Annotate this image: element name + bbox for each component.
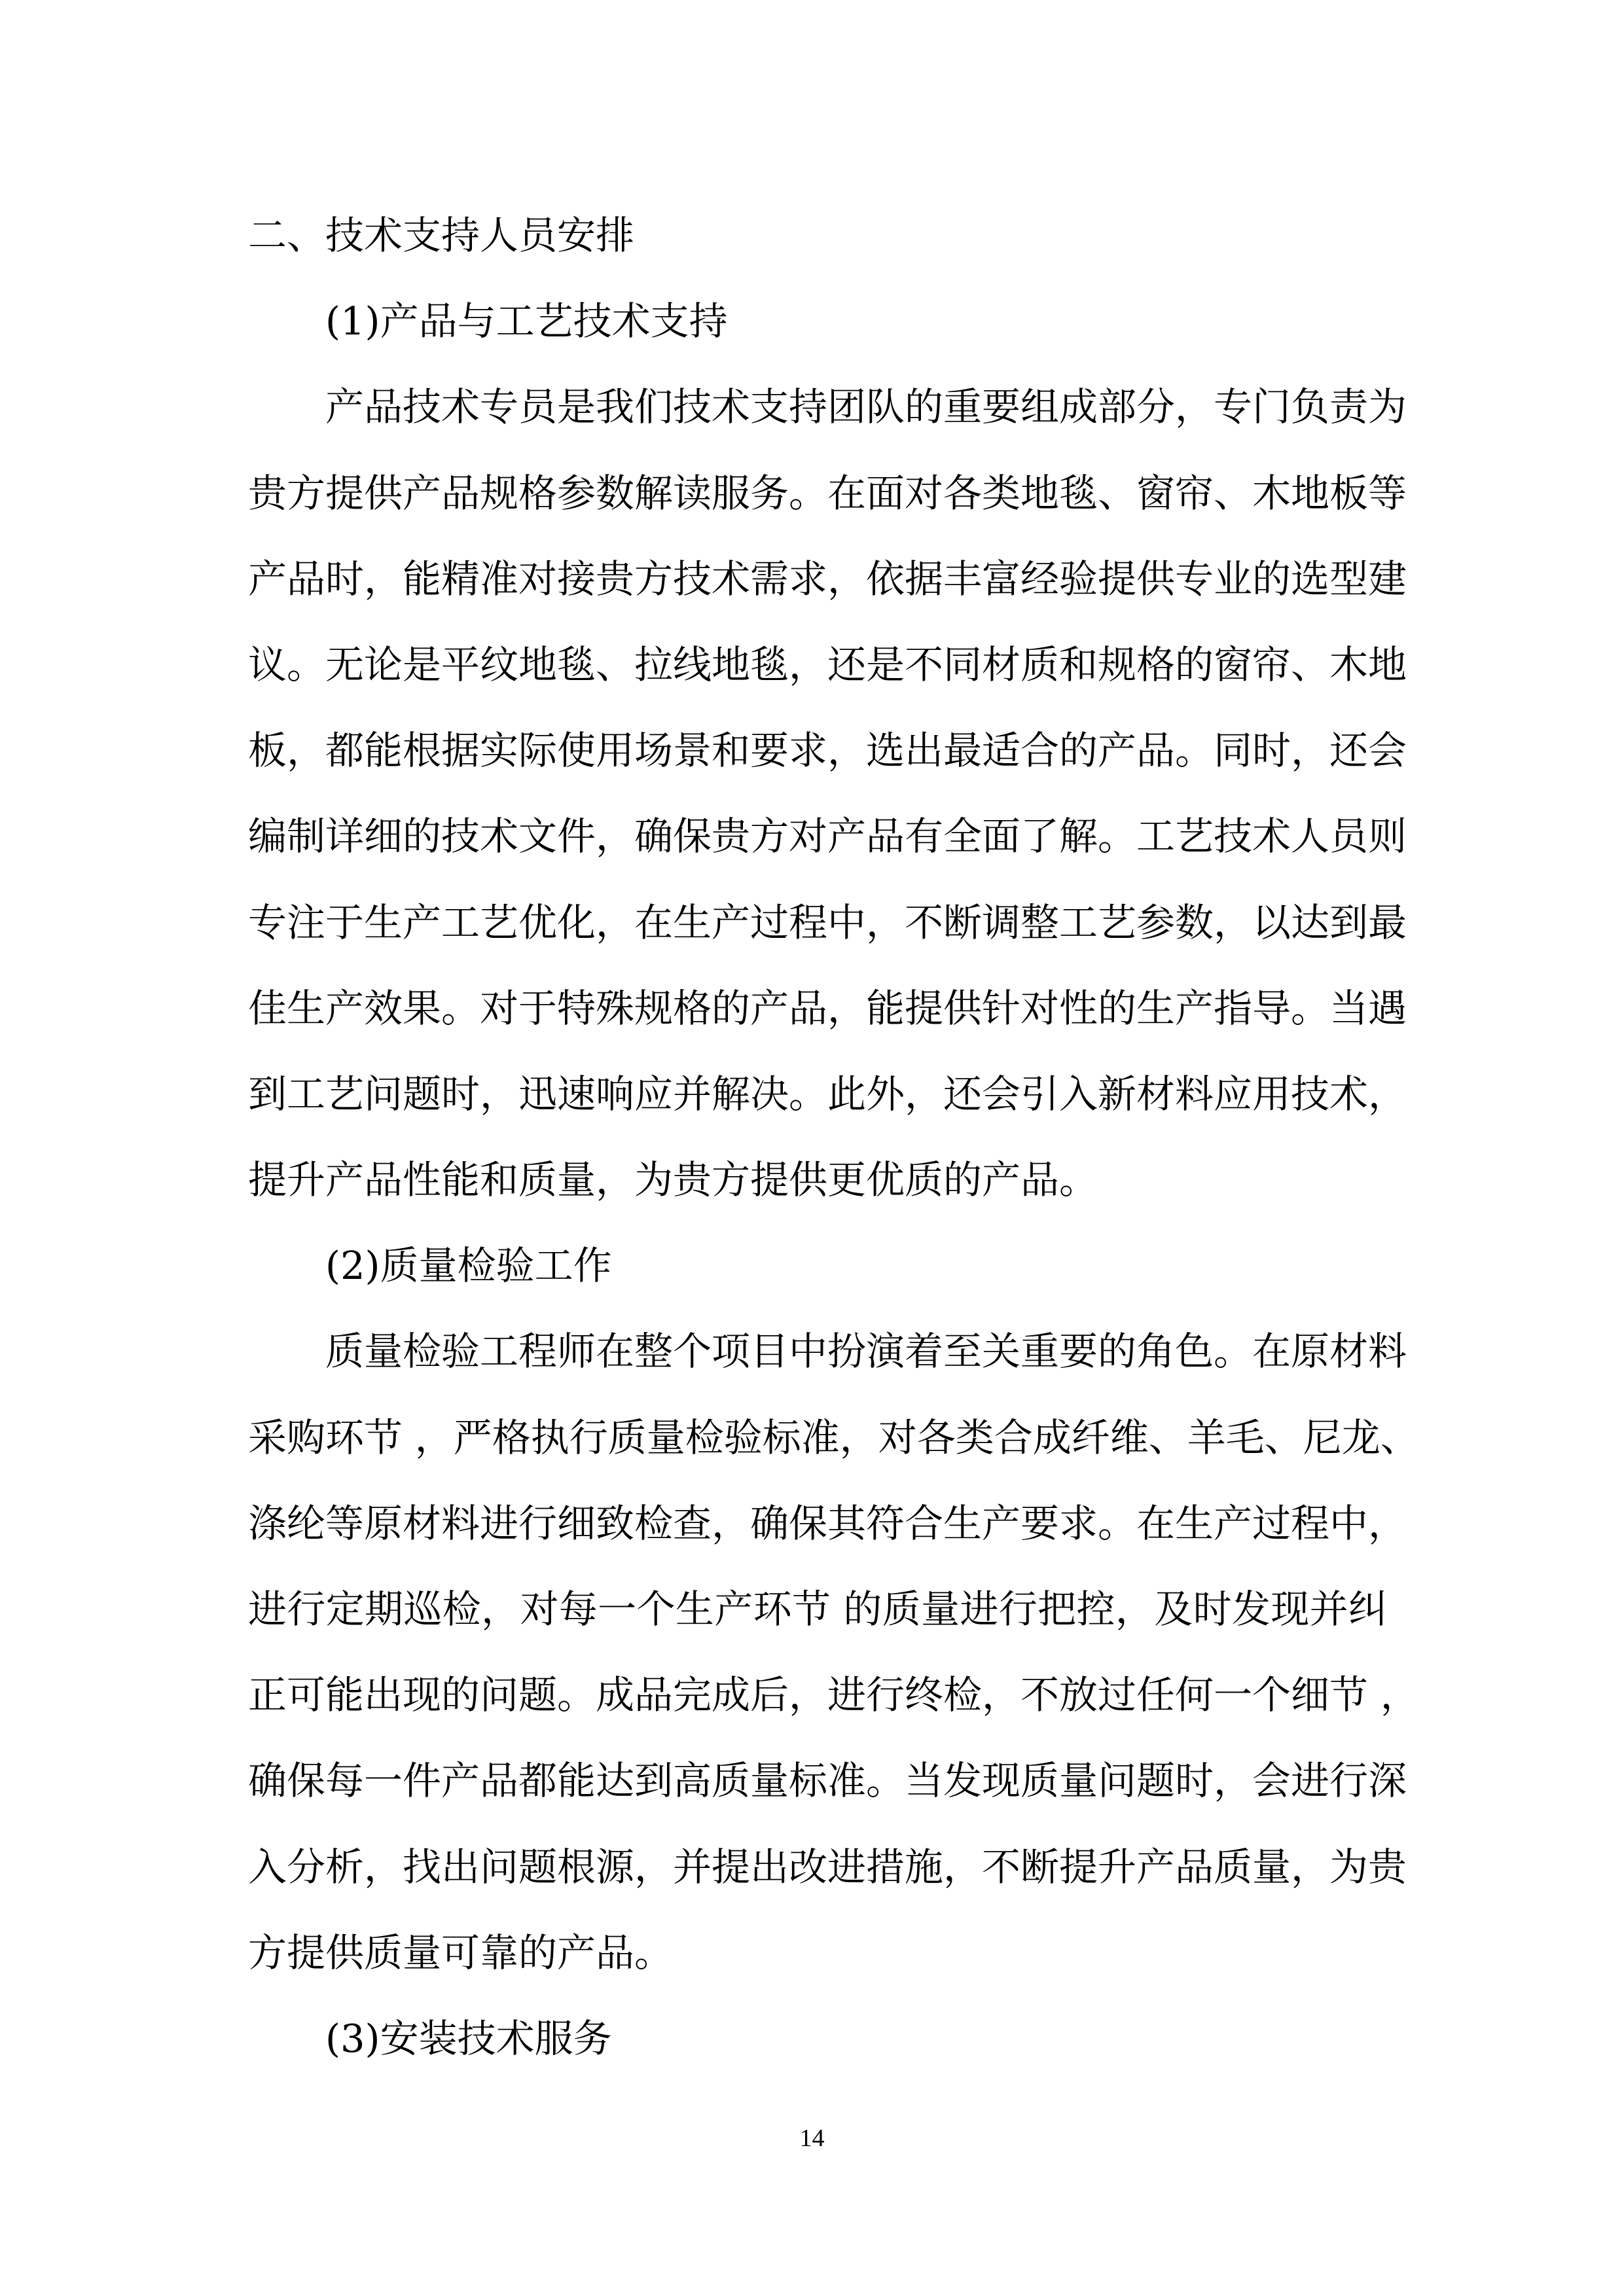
paragraph-line: 入分析，找出问题根源，并提出改进措施，不断提升产品质量，为贵 bbox=[248, 1844, 1407, 1890]
paragraph-line: 确保每一件产品都能达到高质量标准。当发现质量问题时，会进行深 bbox=[248, 1758, 1407, 1804]
paragraph-line: 正可能出现的问题。成品完成后，进行终检，不放过任何一个细节 ， bbox=[248, 1672, 1419, 1718]
paragraph-line: 议。无论是平纹地毯、拉线地毯，还是不同材质和规格的窗帘、木地 bbox=[248, 641, 1407, 687]
paragraph-line: 产品技术专员是我们技术支持团队的重要组成部分，专门负责为 bbox=[325, 384, 1407, 430]
document-body bbox=[248, 192, 1419, 2081]
paragraph-line: 方提供质量可靠的产品。 bbox=[248, 1929, 674, 1975]
paragraph-line: 板，都能根据实际使用场景和要求，选出最适合的产品。同时，还会 bbox=[248, 728, 1407, 774]
paragraph-line: 涤纶等原材料进行细致检查，确保其符合生产要求。在生产过程中， bbox=[248, 1500, 1407, 1546]
subsection-title: (2)质量检验工作 bbox=[325, 1243, 612, 1289]
paragraph-line: 提升产品性能和质量，为贵方提供更优质的产品。 bbox=[248, 1157, 1098, 1203]
paragraph-line: 佳生产效果。对于特殊规格的产品，能提供针对性的生产指导。当遇 bbox=[248, 985, 1407, 1031]
section-heading: 二、技术支持人员安排 bbox=[248, 213, 635, 258]
paragraph-line: 编制详细的技术文件，确保贵方对产品有全面了解。工艺技术人员则 bbox=[248, 814, 1407, 859]
subsection-title: (1)产品与工艺技术支持 bbox=[325, 298, 728, 344]
paragraph-line: 到工艺问题时，迅速响应并解决。此外，还会引入新材料应用技术， bbox=[248, 1071, 1407, 1117]
paragraph-line: 产品时，能精准对接贵方技术需求，依据丰富经验提供专业的选型建 bbox=[248, 556, 1407, 601]
paragraph-line: 专注于生产工艺优化，在生产过程中，不断调整工艺参数，以达到最 bbox=[248, 899, 1407, 945]
page-number: 14 bbox=[799, 2125, 825, 2152]
subsection-title: (3)安装技术服务 bbox=[325, 2015, 612, 2061]
paragraph-line: 贵方提供产品规格参数解读服务。在面对各类地毯、窗帘、木地板等 bbox=[248, 470, 1407, 516]
paragraph-line: 质量检验工程师在整个项目中扮演着至关重要的角色。在原材料 bbox=[325, 1329, 1407, 1374]
paragraph-line: 进行定期巡检，对每一个生产环节 的质量进行把控，及时发现并纠 bbox=[248, 1587, 1387, 1632]
paragraph-line: 采购环节 ，严格执行质量检验标准，对各类合成纤维、羊毛、尼龙、 bbox=[248, 1414, 1419, 1460]
